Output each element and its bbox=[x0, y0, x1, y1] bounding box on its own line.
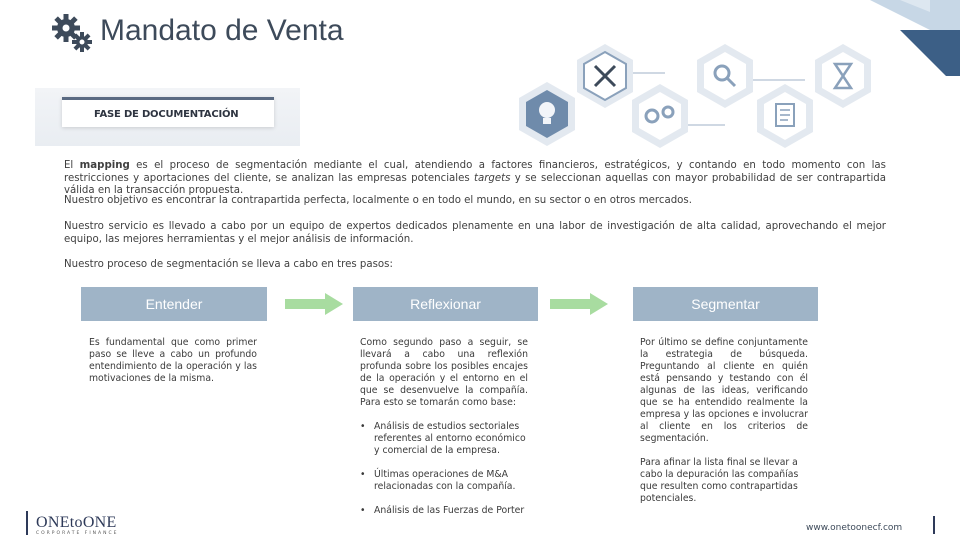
step-box-segmentar: Segmentar bbox=[633, 287, 818, 321]
gears-icon bbox=[50, 12, 96, 54]
reflexionar-intro: Como segundo paso a seguir, se llevará a cabo una reflexión profunda sobre los posibles encajes de la operación y el entorno en el que se desenvuelve la compañía. Para esto se tomarán como base: bbox=[360, 337, 528, 408]
step-text-reflexionar bbox=[360, 337, 528, 517]
page-title: Mandato de Venta bbox=[100, 14, 344, 47]
company-logo-subtitle: CORPORATE FINANCE bbox=[36, 531, 119, 536]
intro-paragraph-service: Nuestro servicio es llevado a cabo por un equipo de expertos dedicados plenamente en una labor de investigación de alta calidad, aprovechando el mejor equipo, las mejores herramientas y el mejor análisis de información. bbox=[64, 221, 886, 245]
hourglass-hexagon bbox=[815, 44, 871, 108]
phase-label: FASE DE DOCUMENTACIÓN bbox=[62, 97, 274, 127]
company-logo: ONEtoONE bbox=[36, 514, 117, 531]
list-item: • Análisis de estudios sectoriales referentes al entorno económico y comercial de la empresa. bbox=[360, 421, 528, 457]
mapping-term: mapping bbox=[79, 160, 130, 171]
tools-hexagon bbox=[577, 44, 633, 108]
footer-divider-left bbox=[26, 511, 28, 535]
hexagon-illustration bbox=[505, 40, 875, 155]
p1-prefix: El bbox=[64, 160, 80, 171]
segmentar-paragraph-2: Para afinar la lista final se llevar a cabo la depuración las compañías que resulten como contrapartidas potenciales. bbox=[640, 457, 799, 504]
search-hexagon bbox=[697, 44, 753, 108]
intro-paragraph-mapping bbox=[64, 160, 886, 198]
lightbulb-hexagon bbox=[519, 82, 575, 146]
arrow-right-icon bbox=[550, 293, 608, 315]
intro-paragraph-process: Nuestro proceso de segmentación se lleva a cabo en tres pasos: bbox=[64, 259, 393, 270]
targets-term: targets bbox=[473, 172, 511, 184]
step-box-reflexionar: Reflexionar bbox=[353, 287, 538, 321]
step-box-entender: Entender bbox=[81, 287, 267, 321]
gears-hexagon bbox=[632, 84, 688, 148]
step-text-entender: Es fundamental que como primer paso se lleve a cabo un profundo entendimiento de la operación y las motivaciones de la misma. bbox=[89, 337, 257, 384]
list-item: • Últimas operaciones de M&A relacionadas con la compañía. bbox=[360, 469, 528, 493]
intro-paragraph-objective: Nuestro objetivo es encontrar la contrapartida perfecta, localmente o en todo el mundo, en su sector o en otros mercados. bbox=[64, 195, 692, 206]
list-item: • Análisis de las Fuerzas de Porter bbox=[360, 505, 528, 517]
document-hexagon bbox=[757, 84, 813, 148]
p1-body: es el proceso de segmentación mediante el cual, atendiendo a factores financieros, estratégicos, y contando en todo momento con las restricciones y aportaciones del cliente, se analizan las empresas potenciales bbox=[64, 160, 886, 184]
step-text-segmentar bbox=[640, 337, 808, 505]
p1-end: y se seleccionan aquellas con mayor probabilidad de ser contrapartida válida en la transacción propuesta. bbox=[64, 172, 886, 196]
footer-divider-right bbox=[933, 516, 935, 534]
website-link[interactable]: www.onetoonecf.com bbox=[806, 523, 903, 533]
segmentar-paragraph-1: Por último se define conjuntamente la estrategia de búsqueda. Preguntando al cliente en quién está pensando y testando con él algunas de las ideas, verificando que se ha entendido realmente la empresa y las opciones e involucrar al cliente en los criterios de segmentación. bbox=[640, 337, 808, 444]
arrow-right-icon bbox=[285, 293, 343, 315]
corner-decoration bbox=[870, 0, 960, 76]
